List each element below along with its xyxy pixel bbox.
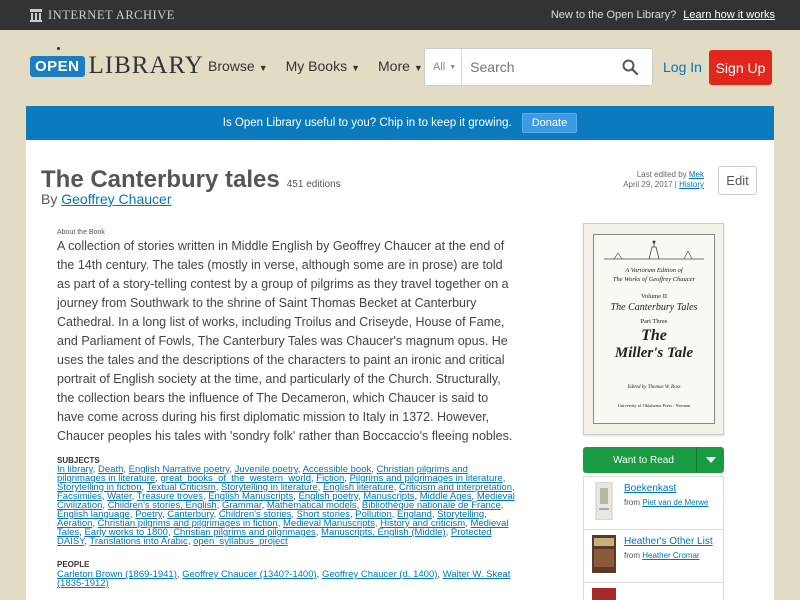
cover-line: Edited by Thomas W. Ross	[627, 385, 681, 390]
list-owner: from Piet van de Merwe	[624, 498, 709, 507]
subject-link[interactable]: History and criticism	[380, 518, 466, 529]
subject-link[interactable]: Children's stories, English	[107, 500, 217, 511]
subject-link[interactable]: Manuscripts	[363, 491, 415, 502]
search-icon[interactable]	[622, 59, 638, 75]
author-link[interactable]: Geoffrey Chaucer	[61, 191, 172, 207]
subject-link[interactable]: Short stories	[296, 509, 350, 520]
caret-down-icon: ▼	[258, 63, 268, 73]
subject-link[interactable]: English language	[57, 509, 130, 520]
nav-browse[interactable]: Browse ▼	[208, 58, 268, 74]
lists-panel	[583, 476, 724, 600]
search-input[interactable]	[462, 59, 612, 75]
subject-link[interactable]: Manuscripts, English (Middle)	[321, 527, 446, 538]
signup-button[interactable]: Sign Up	[709, 50, 772, 85]
cover-line: The	[641, 327, 667, 344]
subject-link[interactable]: great_books_of_the_western_world	[160, 473, 312, 484]
cover-line: Part Three	[640, 318, 668, 325]
search-scope-select[interactable]: All ▼	[425, 49, 462, 85]
subject-link[interactable]: Aeration	[57, 518, 93, 529]
title-row	[41, 166, 341, 194]
logo-open-badge	[30, 56, 85, 77]
book-cover[interactable]	[583, 223, 724, 435]
subject-link[interactable]: Grammar	[221, 500, 262, 511]
subjects-heading: SUBJECTS	[57, 456, 100, 465]
topbar-prompt: New to the Open Library?	[550, 9, 677, 21]
subject-link[interactable]: Criticism and interpretation	[399, 482, 512, 493]
list-title-link[interactable]: Heather's Other List	[624, 536, 713, 547]
list-owner-link[interactable]: Heather Cromar	[642, 551, 700, 560]
nav-more[interactable]: More ▼	[378, 58, 423, 74]
person-link[interactable]: Carleton Brown (1869-1941)	[57, 569, 177, 580]
subject-link[interactable]: Christian pilgrims and pilgrimages in fiction	[97, 518, 278, 529]
open-library-logo[interactable]	[30, 52, 204, 80]
subject-link[interactable]: Facsimiles	[57, 491, 102, 502]
logo-open-text: OPEN	[35, 57, 80, 75]
list-thumbnail	[592, 535, 616, 573]
caret-down-icon: ▼	[351, 63, 360, 73]
caret-down-icon	[706, 457, 716, 463]
subject-link[interactable]: England	[397, 509, 432, 520]
cover-line: The Canterbury Tales	[610, 302, 698, 313]
subject-link[interactable]: Pilgrims and pilgrimages in literature	[349, 473, 503, 484]
subject-link[interactable]: Bibliothèque nationale de France	[361, 500, 501, 511]
subject-link[interactable]: English poetry	[298, 491, 358, 502]
internet-archive-label: INTERNET ARCHIVE	[48, 7, 175, 22]
list-owner-link[interactable]: Piet van de Merwe	[642, 498, 709, 507]
about-description: A collection of stories written in Middle English by Geoffrey Chaucer at the end of the 14th century. The tales (mostly in verse, although some are in prose) are told as part of a story-telling contest by a group of pilgrims as they travel together on a journey from Southwark to the shrine of Saint Thomas Becket at Canterbury Cathedral. In a long list of works, including Troilus and Criseyde, House of Fame, and Parliament of Fowls, The Canterbury Tales was Chaucer's magnum opus. He uses the tales and the descriptions of the characters to paint an ironic and critical portrait of English society at the time, and particularly of the Church. Structurally, the collection bears the influence of The Decameron, which Chaucer is said to have come across during his first diplomatic mission to Italy in 1372. However, Chaucer peoples his tales with 'sondry folk' rather than Boccaccio's fleeing nobles.	[57, 239, 513, 443]
subject-link[interactable]: Christian pilgrims and pilgrimages in literature	[57, 464, 468, 484]
subject-link[interactable]: Pollution	[355, 509, 392, 520]
donate-message: Is Open Library useful to you? Chip in to keep it growing.	[222, 117, 512, 129]
logo-library-text: LIBRARY	[88, 52, 204, 79]
want-to-read-dropdown[interactable]	[696, 447, 724, 473]
cover-illustration	[604, 239, 704, 263]
work-title: The Canterbury tales	[41, 166, 280, 193]
subject-link[interactable]: Christian pilgrims and pilgrimages	[173, 527, 316, 538]
caret-down-icon: ▼	[413, 63, 423, 73]
subject-link[interactable]: Middle Ages	[419, 491, 472, 502]
cover-line: Miller's Tale	[614, 345, 694, 361]
subject-link[interactable]: Children's stories	[218, 509, 292, 520]
subject-link[interactable]: Storytelling	[437, 509, 485, 520]
subject-link[interactable]: In library	[57, 464, 93, 475]
subject-link[interactable]: Medieval Civilization	[57, 491, 515, 511]
last-edited-info: Last edited by Mek April 29, 2017 | History	[623, 170, 704, 189]
byline: By Geoffrey Chaucer	[41, 191, 172, 207]
learn-how-link[interactable]: Learn how it works	[683, 9, 775, 21]
subject-link[interactable]: Accessible book	[302, 464, 372, 475]
subject-link[interactable]: English Narrative poetry	[128, 464, 230, 475]
subject-link[interactable]: Translations into Arabic	[89, 536, 188, 547]
internet-archive-icon	[30, 9, 42, 22]
top-bar	[0, 0, 800, 30]
subject-link[interactable]: Treasure troves	[136, 491, 203, 502]
subject-link[interactable]: Early works to 1800	[84, 527, 168, 538]
people-heading: PEOPLE	[57, 560, 90, 569]
list-owner: from Heather Cromar	[624, 551, 700, 560]
about-label: About the Book	[57, 229, 105, 236]
subject-link[interactable]: Protected DAISY	[57, 527, 492, 547]
list-thumbnail	[592, 482, 616, 520]
subject-link[interactable]: Medieval Tales	[57, 518, 509, 538]
subject-link[interactable]: Juvenile poetry	[234, 464, 298, 475]
subject-link[interactable]: open_syllabus_project	[193, 536, 288, 547]
search-bar	[424, 48, 653, 86]
caret-down-icon: ▼	[449, 63, 457, 71]
subject-link[interactable]: Storytelling in literature	[221, 482, 318, 493]
person-link[interactable]: Geoffrey Chaucer (d. 1400)	[321, 569, 438, 580]
subject-link[interactable]: Medieval Manuscripts	[283, 518, 375, 529]
subject-link[interactable]: Storytelling in fiction	[57, 482, 142, 493]
subject-link[interactable]: Death	[98, 464, 124, 475]
person-link[interactable]: Geoffrey Chaucer (1340?-1400)	[182, 569, 317, 580]
subject-link[interactable]: Fiction	[316, 473, 345, 484]
main-nav	[208, 58, 423, 74]
internet-archive-link[interactable]	[30, 8, 175, 23]
edition-count: 451 editions	[286, 179, 341, 190]
list-item[interactable]	[584, 476, 723, 529]
subjects-list: In library, Death, English Narrative poetry, Juvenile poetry, Accessible book, Christian pilgrims and pilgrimages in literature, great_books_of_the_western_world, Fiction, Pilgrims and pilgrimages in literature, Storytelling in fiction, Textual Criticism, Storytelling in literature, English literature, Criticism and interpretation, Facsimiles, Water, Treasure troves, English Manuscripts, English poetry, Manuscripts, Middle Ages, Medieval Civilization, Children's stories, English, Grammar, Mathematical models, Bibliothèque nationale de France, English language, Poetry, Canterbury, Children's stories, Short stories, Pollution, England, Storytelling, Aeration, Christian pilgrims and pilgrimages in fiction, Medieval Manuscripts, History and criticism, Medieval Tales, Early works to 1800, Christian pilgrims and pilgrimages, Manuscripts, English (Middle), Protected DAISY, Translations into Arabic, open_syllabus_project	[57, 464, 515, 547]
subject-link[interactable]: Mathematical models	[266, 500, 357, 511]
cover-line: A Variorum Edition of	[625, 267, 683, 274]
cover-frame	[593, 234, 715, 424]
subject-link[interactable]: Poetry	[135, 509, 162, 520]
cover-line: University of Oklahoma Press : Norman	[617, 403, 691, 408]
cover-line: Volume II	[640, 293, 668, 300]
person-link[interactable]: Walter W. Skeat (1835-1912)	[57, 569, 511, 589]
subject-link[interactable]: English Manuscripts	[208, 491, 294, 502]
login-link[interactable]: Log In	[663, 59, 702, 75]
donate-banner	[26, 106, 774, 140]
subject-link[interactable]: English literature	[322, 482, 394, 493]
subject-link[interactable]: Textual Criticism	[146, 482, 216, 493]
list-item[interactable]	[584, 529, 723, 582]
subject-link[interactable]: Water	[107, 491, 132, 502]
cover-line: The Works of Geoffrey Chaucer	[612, 276, 696, 283]
list-item[interactable]	[584, 582, 723, 600]
list-title-link[interactable]: Boekenkast	[624, 483, 677, 494]
nav-my-books[interactable]: My Books ▼	[285, 58, 360, 74]
work-page	[26, 140, 774, 600]
people-list: Carleton Brown (1869-1941), Geoffrey Chaucer (1340?-1400), Geoffrey Chaucer (d. 1400), Walter W. Skeat (1835-1912)	[57, 569, 511, 589]
want-to-read-label: Want to Read	[613, 454, 674, 466]
topbar-help	[551, 9, 775, 21]
edit-button[interactable]: Edit	[718, 166, 757, 195]
history-link[interactable]: History	[679, 180, 704, 189]
editor-link[interactable]: Mek	[688, 170, 704, 179]
want-to-read-button[interactable]	[583, 447, 724, 473]
subject-link[interactable]: Canterbury	[167, 509, 214, 520]
list-thumbnail	[592, 588, 616, 600]
donate-button[interactable]: Donate	[522, 113, 577, 133]
